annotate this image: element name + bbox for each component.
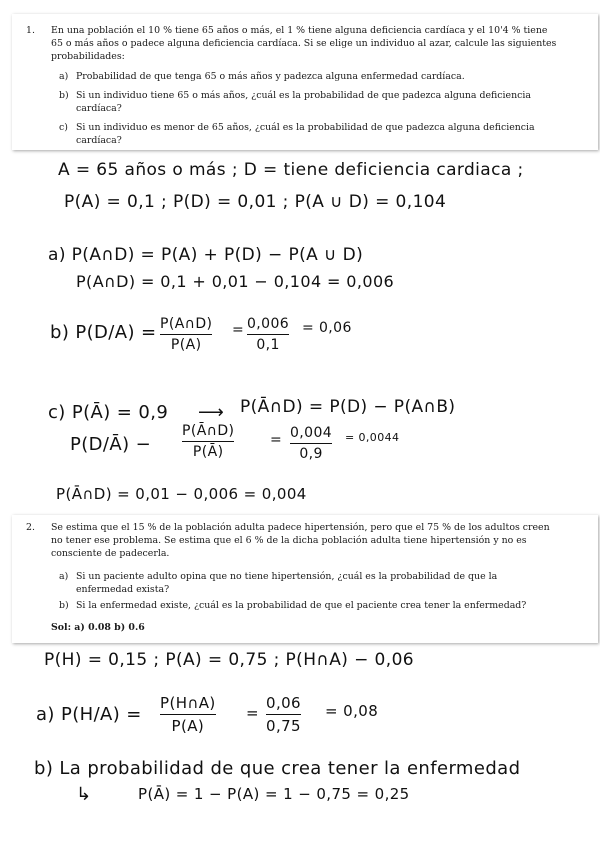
problem2-answer: Sol: a) 0.08 b) 0.6 — [51, 622, 145, 633]
sol1-b-fraction1 — [160, 316, 212, 353]
problem2-part-b — [59, 599, 556, 612]
sol2-a-equals: = — [246, 704, 259, 722]
problem2-part-a — [59, 570, 556, 596]
sol1-a-formula: a) P(A∩D) = P(A) + P(D) − P(A ∪ D) — [48, 245, 364, 265]
fraction-bar — [247, 334, 289, 335]
sol1-c-result: = 0,0044 — [345, 431, 400, 444]
sol2-a-fraction1 — [160, 694, 216, 735]
sol2-b-complement: P(Ā) = 1 − P(A) = 1 − 0,75 = 0,25 — [138, 785, 410, 803]
part-text: Si un paciente adulto opina que no tiene hipertensión, ¿cuál es la probabilidad de que la enfermedad exista? — [76, 571, 498, 595]
part-label: a) — [59, 571, 69, 582]
sol1-c-intersection: P(Ā∩D) = 0,01 − 0,006 = 0,004 — [56, 485, 307, 503]
problem1-part-b — [59, 89, 556, 115]
sol1-b-fraction2 — [247, 316, 289, 353]
sol2-a-left: a) P(H/A) = — [36, 704, 142, 725]
fraction-bar — [290, 443, 332, 444]
sol1-b-left: b) P(D/A) = — [50, 322, 157, 343]
numerator: 0,006 — [247, 316, 290, 332]
sol1-definitions: A = 65 años o más ; D = tiene deficiencia cardiaca ; — [58, 160, 524, 180]
sol1-c-equals: = — [270, 432, 283, 448]
part-text: Si un individuo tiene 65 o más años, ¿cuál es la probabilidad de que padezca alguna deficiencia cardíaca? — [76, 90, 531, 114]
numerator: P(H∩A) — [160, 694, 216, 712]
part-text: Si la enfermedad existe, ¿cuál es la probabilidad de que el paciente crea tener la enfermedad? — [76, 600, 527, 611]
fraction-bar — [182, 441, 234, 442]
problem1-part-a — [59, 70, 556, 83]
denominator: 0,75 — [266, 717, 301, 735]
sol2-b-sentence: b) La probabilidad de que crea tener la enfermedad — [34, 758, 521, 779]
fraction-bar — [160, 334, 212, 335]
sol2-givens: P(H) = 0,15 ; P(A) = 0,75 ; P(H∩A) − 0,06 — [44, 650, 414, 670]
fraction-bar — [160, 714, 216, 715]
sol2-a-fraction2 — [266, 694, 301, 735]
sol1-c-prob: P(D/Ā) − — [70, 434, 152, 455]
sol1-c-fraction1 — [182, 423, 234, 460]
part-label: a) — [59, 71, 69, 82]
problem2-number: 2. — [26, 522, 35, 533]
sol1-b-equals: = — [232, 322, 245, 338]
numerator: 0,06 — [266, 694, 301, 712]
numerator: P(Ā∩D) — [182, 423, 235, 439]
sol1-b-result: = 0,06 — [302, 320, 352, 336]
problem1-part-c — [59, 121, 556, 147]
sol1-givens: P(A) = 0,1 ; P(D) = 0,01 ; P(A ∪ D) = 0,104 — [64, 192, 447, 212]
part-text: Probabilidad de que tenga 65 o más años y padezca alguna enfermedad cardíaca. — [76, 71, 465, 82]
sol1-c-fraction2 — [290, 425, 332, 462]
part-label: b) — [59, 90, 69, 101]
denominator: 0,9 — [299, 446, 323, 462]
problem2-statement: Se estima que el 15 % de la población adulta padece hipertensión, pero que el 75 % de los adultos creen no tener ese problema. Se estima que el 6 % de la dicha población adulta tiene hipertensión y no es consciente de padecerla. — [51, 522, 550, 559]
sol1-c-left: c) P(Ā) = 0,9 — [48, 402, 169, 423]
numerator: P(A∩D) — [160, 316, 213, 332]
denominator: 0,1 — [256, 337, 280, 353]
denominator: P(A) — [170, 337, 202, 353]
problem1-statement: En una población el 10 % tiene 65 años o más, el 1 % tiene alguna deficiencia cardíaca y el 10'4 % tiene 65 o más años o padece alguna deficiencia cardíaca. Si se elige un individuo al azar, calcule las siguientes probabilidades: — [51, 25, 557, 62]
denominator: P(A) — [171, 717, 205, 735]
sol1-c-relation: P(Ā∩D) = P(D) − P(A∩B) — [240, 397, 456, 417]
part-label: b) — [59, 600, 69, 611]
part-text: Si un individuo es menor de 65 años, ¿cuál es la probabilidad de que padezca alguna deficiencia cardíaca? — [76, 122, 535, 146]
fraction-bar — [266, 714, 301, 715]
sol2-a-result: = 0,08 — [325, 702, 379, 720]
arrow-turn-right-icon: ↳ — [76, 784, 92, 805]
part-label: c) — [59, 122, 68, 133]
numerator: 0,004 — [290, 425, 333, 441]
arrow-right-icon: ⟶ — [198, 402, 225, 423]
denominator: P(Ā) — [192, 444, 224, 460]
sol1-a-result: P(A∩D) = 0,1 + 0,01 − 0,104 = 0,006 — [76, 272, 395, 291]
problem1-number: 1. — [26, 25, 35, 36]
